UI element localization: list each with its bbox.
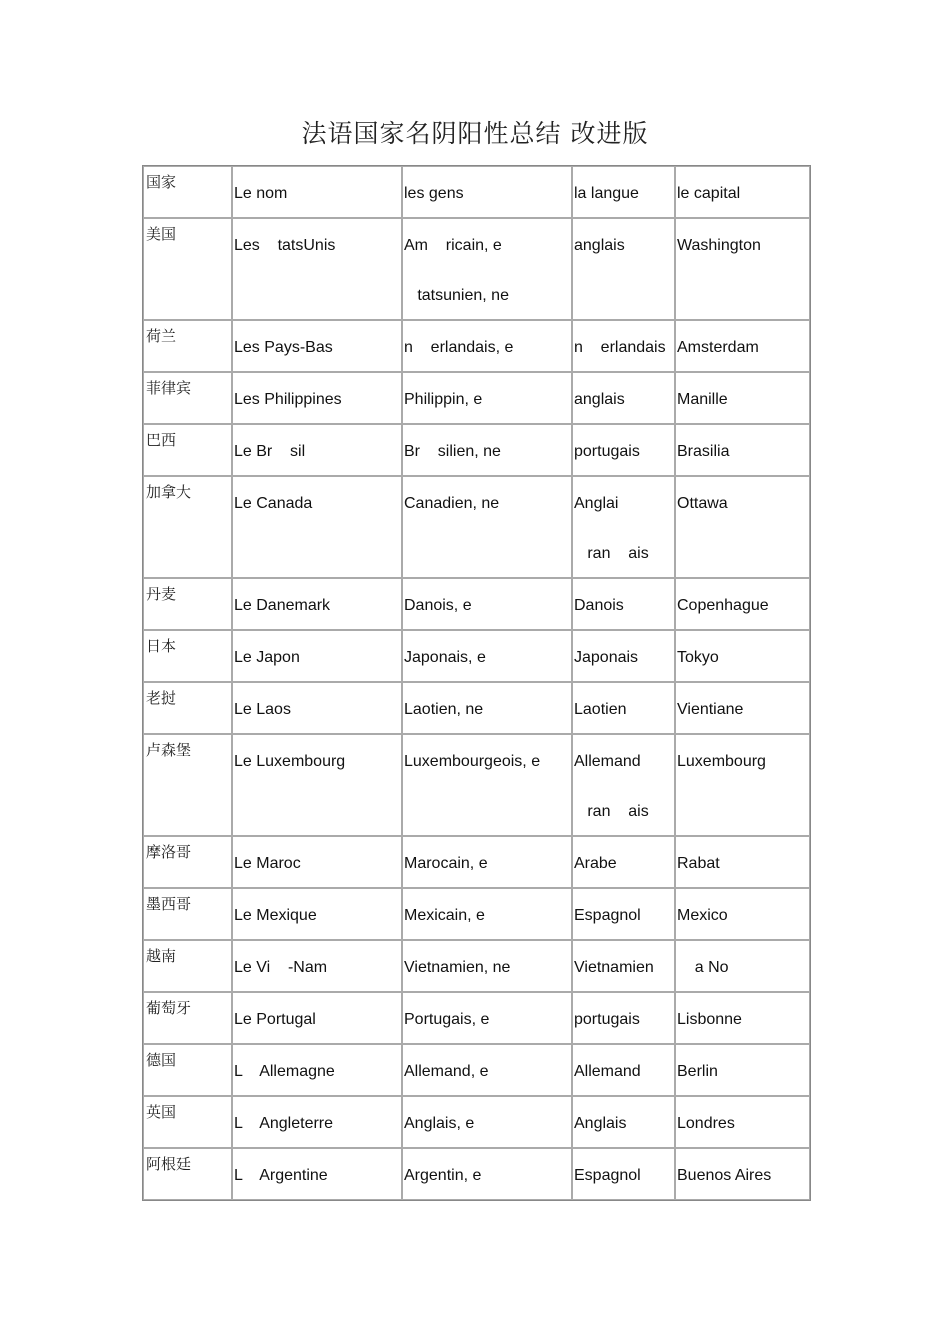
language-name-alt: ran ais (574, 803, 649, 820)
cell-langue (572, 476, 675, 578)
capital-name: Berlin (677, 1063, 718, 1080)
people-name: n erlandais, e (404, 339, 514, 356)
cell-country-zh (143, 734, 232, 836)
capital-name: Vientiane (677, 701, 744, 718)
cell-capital (675, 424, 810, 476)
country-name-fr: Les Philippines (234, 391, 342, 408)
cell-nom (232, 992, 402, 1044)
cell-country-zh (143, 424, 232, 476)
cell-nom (232, 424, 402, 476)
table-row (143, 372, 810, 424)
table-row (143, 476, 810, 578)
capital-name: Lisbonne (677, 1011, 742, 1028)
table-row (143, 1044, 810, 1096)
country-name-fr: Les Pays-Bas (234, 339, 333, 356)
country-name-fr: L Argentine (234, 1167, 328, 1184)
cell-nom (232, 1096, 402, 1148)
language-name: Espagnol (574, 907, 641, 924)
cell-nom (232, 682, 402, 734)
table-row (143, 836, 810, 888)
table-header-row (143, 166, 810, 218)
capital-name: Copenhague (677, 597, 769, 614)
country-gender-table (142, 165, 811, 1201)
capital-name: Amsterdam (677, 339, 759, 356)
cell-gens (402, 372, 572, 424)
table-row (143, 734, 810, 836)
country-name-zh: 日本 (146, 637, 177, 655)
cell-country-zh (143, 1096, 232, 1148)
cell-capital (675, 630, 810, 682)
country-name-zh: 阿根廷 (146, 1155, 192, 1173)
people-name: Mexicain, e (404, 907, 485, 924)
cell-nom (232, 836, 402, 888)
country-name-fr: Le Portugal (234, 1011, 316, 1028)
header-cell-langue (572, 166, 675, 218)
people-name-alt: tatsunien, ne (404, 287, 509, 304)
cell-country-zh (143, 992, 232, 1044)
cell-nom (232, 578, 402, 630)
table-row (143, 1096, 810, 1148)
country-name-fr: Le Mexique (234, 907, 317, 924)
cell-nom (232, 940, 402, 992)
table-row (143, 578, 810, 630)
cell-capital (675, 682, 810, 734)
cell-capital (675, 1096, 810, 1148)
cell-country-zh (143, 372, 232, 424)
cell-capital (675, 734, 810, 836)
cell-gens (402, 1148, 572, 1200)
cell-country-zh (143, 940, 232, 992)
country-name-zh: 英国 (146, 1103, 177, 1121)
country-name-zh: 荷兰 (146, 327, 177, 345)
cell-nom (232, 888, 402, 940)
cell-country-zh (143, 630, 232, 682)
country-name-fr: Le Japon (234, 649, 300, 666)
people-name: Allemand, e (404, 1063, 489, 1080)
cell-langue (572, 734, 675, 836)
capital-name: Buenos Aires (677, 1167, 772, 1184)
cell-country-zh (143, 578, 232, 630)
cell-nom (232, 320, 402, 372)
country-name-zh: 越南 (146, 947, 177, 965)
language-name: Espagnol (574, 1167, 641, 1184)
cell-capital (675, 1044, 810, 1096)
table-row (143, 940, 810, 992)
people-name: Vietnamien, ne (404, 959, 511, 976)
capital-name: a No (677, 959, 729, 976)
language-name: n erlandais (574, 339, 666, 356)
header-cell-capital (675, 166, 810, 218)
cell-country-zh (143, 218, 232, 320)
cell-nom (232, 476, 402, 578)
language-name: Anglais (574, 1115, 627, 1132)
cell-country-zh (143, 888, 232, 940)
table-row (143, 888, 810, 940)
cell-langue (572, 992, 675, 1044)
header-langue-label: la langue (574, 185, 639, 202)
country-name-fr: L Allemagne (234, 1063, 335, 1080)
cell-country-zh (143, 476, 232, 578)
language-name: portugais (574, 1011, 640, 1028)
cell-gens (402, 218, 572, 320)
country-name-zh: 葡萄牙 (146, 999, 192, 1017)
country-name-zh: 菲律宾 (146, 379, 192, 397)
cell-capital (675, 836, 810, 888)
capital-name: Ottawa (677, 495, 728, 512)
table-row (143, 218, 810, 320)
table-row (143, 682, 810, 734)
country-name-fr: Le Danemark (234, 597, 331, 614)
country-name-fr: Le Canada (234, 495, 313, 512)
cell-gens (402, 734, 572, 836)
cell-country-zh (143, 836, 232, 888)
country-name-zh: 摩洛哥 (146, 843, 192, 861)
country-name-zh: 美国 (146, 225, 177, 243)
header-nom-label: Le nom (234, 185, 288, 202)
cell-gens (402, 682, 572, 734)
cell-capital (675, 372, 810, 424)
country-name-fr: Le Vi -Nam (234, 959, 328, 976)
table-row (143, 424, 810, 476)
cell-gens (402, 888, 572, 940)
header-cell-country (143, 166, 232, 218)
page-title: 法语国家名阴阳性总结 改进版 (301, 119, 649, 148)
header-country-label: 国家 (146, 173, 177, 191)
language-name: anglais (574, 237, 625, 254)
cell-capital (675, 940, 810, 992)
cell-langue (572, 940, 675, 992)
cell-gens (402, 578, 572, 630)
header-gens-label: les gens (404, 185, 464, 202)
capital-name: Mexico (677, 907, 728, 924)
country-name-fr: Le Br sil (234, 443, 306, 460)
cell-nom (232, 630, 402, 682)
table-row (143, 1148, 810, 1200)
people-name: Canadien, ne (404, 495, 500, 512)
language-name: Allemand (574, 753, 641, 770)
table-row (143, 320, 810, 372)
cell-capital (675, 218, 810, 320)
people-name: Laotien, ne (404, 701, 484, 718)
cell-langue (572, 320, 675, 372)
cell-country-zh (143, 1148, 232, 1200)
capital-name: Luxembourg (677, 753, 766, 770)
cell-gens (402, 630, 572, 682)
cell-gens (402, 320, 572, 372)
cell-country-zh (143, 1044, 232, 1096)
country-name-zh: 加拿大 (146, 483, 192, 501)
capital-name: Washington (677, 237, 761, 254)
capital-name: Brasilia (677, 443, 730, 460)
people-name: Portugais, e (404, 1011, 490, 1028)
cell-langue (572, 372, 675, 424)
capital-name: Manille (677, 391, 728, 408)
cell-langue (572, 424, 675, 476)
cell-country-zh (143, 320, 232, 372)
country-name-fr: Le Luxembourg (234, 753, 346, 770)
header-capital-label: le capital (677, 185, 741, 202)
cell-langue (572, 836, 675, 888)
country-name-fr: Le Maroc (234, 855, 301, 872)
people-name: Philippin, e (404, 391, 483, 408)
language-name: Laotien (574, 701, 627, 718)
cell-gens (402, 1044, 572, 1096)
cell-langue (572, 682, 675, 734)
language-name: Arabe (574, 855, 617, 872)
cell-capital (675, 476, 810, 578)
country-name-zh: 丹麦 (146, 585, 177, 603)
people-name: Argentin, e (404, 1167, 482, 1184)
language-name: Allemand (574, 1063, 641, 1080)
cell-gens (402, 992, 572, 1044)
table-row (143, 992, 810, 1044)
cell-langue (572, 1044, 675, 1096)
language-name: portugais (574, 443, 640, 460)
people-name: Danois, e (404, 597, 472, 614)
cell-capital (675, 1148, 810, 1200)
country-name-zh: 墨西哥 (146, 895, 192, 913)
country-name-zh: 德国 (146, 1051, 177, 1069)
header-cell-gens (402, 166, 572, 218)
cell-langue (572, 578, 675, 630)
table-row (143, 630, 810, 682)
cell-country-zh (143, 682, 232, 734)
cell-nom (232, 1148, 402, 1200)
capital-name: Rabat (677, 855, 720, 872)
cell-langue (572, 888, 675, 940)
cell-gens (402, 424, 572, 476)
cell-gens (402, 836, 572, 888)
header-cell-nom (232, 166, 402, 218)
language-name-alt: ran ais (574, 545, 649, 562)
cell-langue (572, 1096, 675, 1148)
capital-name: Tokyo (677, 649, 719, 666)
language-name: anglais (574, 391, 625, 408)
cell-capital (675, 992, 810, 1044)
cell-gens (402, 940, 572, 992)
people-name: Marocain, e (404, 855, 488, 872)
country-name-fr: L Angleterre (234, 1115, 334, 1132)
cell-capital (675, 578, 810, 630)
cell-gens (402, 476, 572, 578)
language-name: Danois (574, 597, 624, 614)
cell-nom (232, 1044, 402, 1096)
cell-nom (232, 734, 402, 836)
people-name: Anglais, e (404, 1115, 475, 1132)
cell-nom (232, 372, 402, 424)
cell-capital (675, 888, 810, 940)
people-name: Luxembourgeois, e (404, 753, 541, 770)
people-name: Japonais, e (404, 649, 486, 666)
language-name: Anglai (574, 495, 619, 512)
cell-langue (572, 218, 675, 320)
people-name: Am ricain, e (404, 237, 502, 254)
country-name-zh: 巴西 (146, 431, 177, 449)
country-name-fr: Les tatsUnis (234, 237, 336, 254)
cell-langue (572, 630, 675, 682)
language-name: Vietnamien (574, 959, 654, 976)
capital-name: Londres (677, 1115, 735, 1132)
cell-capital (675, 320, 810, 372)
country-name-fr: Le Laos (234, 701, 291, 718)
cell-nom (232, 218, 402, 320)
cell-gens (402, 1096, 572, 1148)
language-name: Japonais (574, 649, 639, 666)
people-name: Br silien, ne (404, 443, 501, 460)
cell-langue (572, 1148, 675, 1200)
country-name-zh: 卢森堡 (146, 741, 192, 759)
country-name-zh: 老挝 (146, 689, 177, 707)
